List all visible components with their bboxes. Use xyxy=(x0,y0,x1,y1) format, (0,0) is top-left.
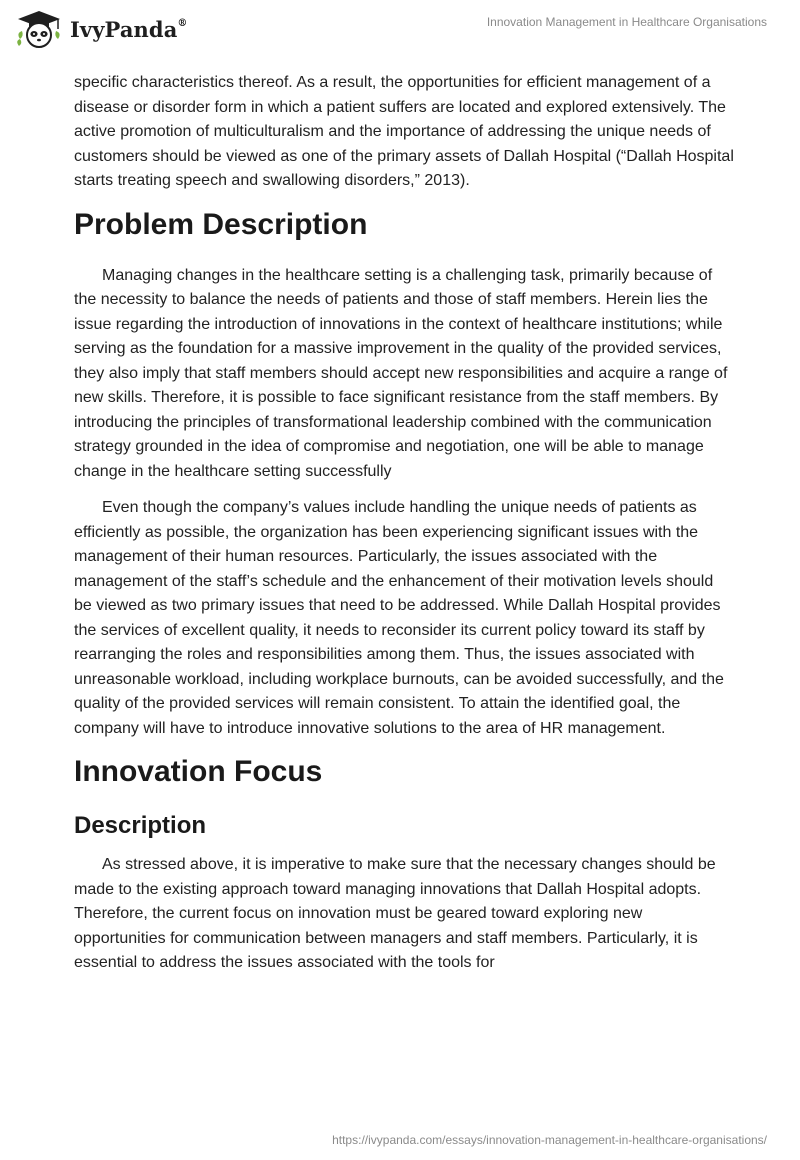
problem-description-heading: Problem Description xyxy=(74,207,368,241)
page-header xyxy=(0,0,800,64)
description-subheading: Description xyxy=(74,812,207,839)
document-title: Innovation Management in Healthcare Organisations xyxy=(486,15,767,29)
ivypanda-logo[interactable] xyxy=(14,9,188,49)
essay-content xyxy=(74,71,734,988)
brand-name: IvyPanda® xyxy=(70,16,188,42)
problem-paragraph-2: Even though the company’s values include handling the unique needs of patients as efficiently as possible, the organization has been experiencing significant issues with the management of their human resources. Particularly, the issues associated with the management of the staff’s schedule and the enhancement of their motivation levels should be viewed as two primary issues that need to be addressed. While Dallah Hospital provides the services of excellent quality, it needs to reconsider its current policy toward its staff by rearranging the roles and responsibilities among them. Thus, the issues associated with unreasonable workload, including workplace burnouts, can be avoided successfully, and the quality of the provided services will remain consistent. To attain the identified goal, the company will have to introduce innovative solutions to the area of HR management. xyxy=(74,499,724,737)
panda-graduation-cap-icon xyxy=(14,9,64,49)
description-paragraph: As stressed above, it is imperative to make sure that the necessary changes should be made to the existing approach toward managing innovations that Dallah Hospital adopts. Therefore, the current focus on innovation must be geared toward exploring new opportunities for communication between managers and staff members. Particularly, it is essential to address the issues associated with the tools for xyxy=(74,856,716,971)
innovation-focus-heading: Innovation Focus xyxy=(74,755,323,788)
problem-paragraph-1: Managing changes in the healthcare setting is a challenging task, primarily because of the necessity to balance the needs of patients and those of staff members. Herein lies the issue regarding the introduction of innovations in the context of healthcare institutions; while serving as the foundation for a massive improvement in the quality of the provided services, they also imply that staff members should accept new responsibilities and acquire a range of new skills. Therefore, it is possible to face significant resistance from the staff members. By introducing the principles of transformational leadership combined with the communication strategy grounded in the idea of compromise and negotiation, one will be able to manage change in the healthcare setting successfully xyxy=(74,266,728,480)
source-url[interactable]: https://ivypanda.com/essays/innovation-management-in-healthcare-organisations/ xyxy=(332,1133,767,1147)
intro-paragraph: specific characteristics thereof. As a result, the opportunities for efficient management of a disease or disorder form in which a patient suffers are located and explored extensively. The active promotion of multiculturalism and the importance of addressing the unique needs of customers should be viewed as one of the primary assets of Dallah Hospital (“Dallah Hospital starts treating speech and swallowing disorders,” 2013). xyxy=(74,74,734,189)
